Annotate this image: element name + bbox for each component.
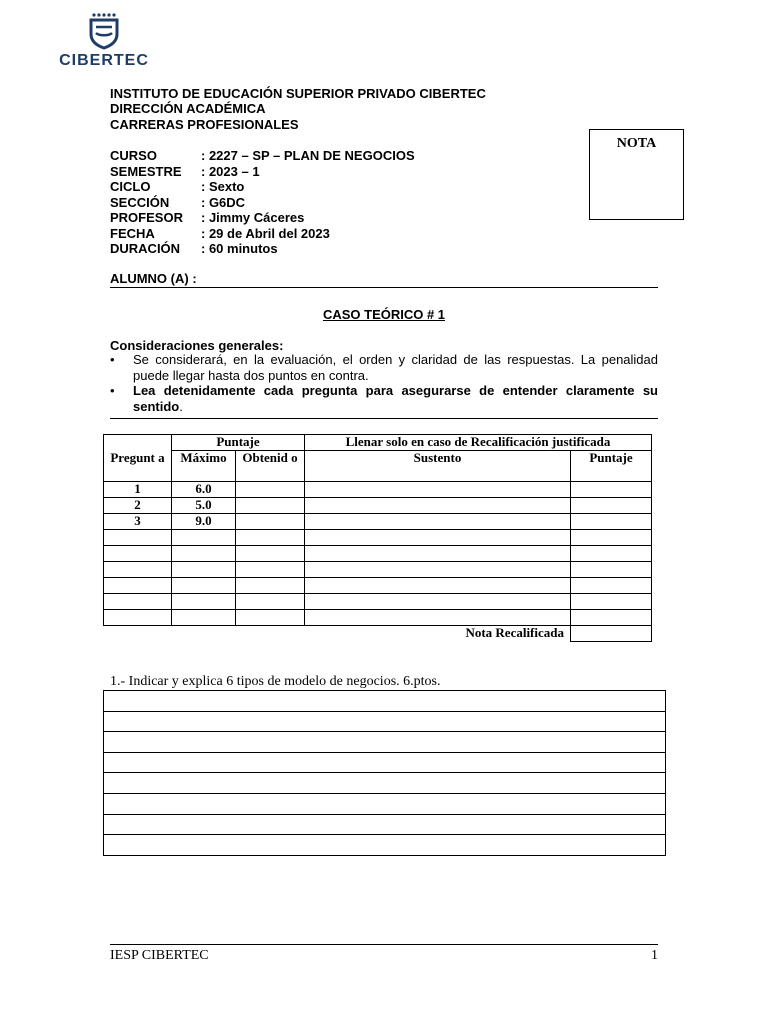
table-row xyxy=(104,594,652,610)
answer-line[interactable] xyxy=(104,835,666,856)
info-value: : 29 de Abril del 2023 xyxy=(201,225,330,241)
info-row-semestre xyxy=(110,164,415,180)
cell-maximo xyxy=(172,610,236,626)
col-puntaje: Puntaje xyxy=(172,435,305,451)
info-row-fecha xyxy=(110,226,415,242)
col-llenar: Llenar solo en caso de Recalificación justificada xyxy=(305,435,652,451)
col-sustento: Sustento xyxy=(305,451,571,482)
considerations-title: Consideraciones generales: xyxy=(110,338,284,353)
answer-line[interactable] xyxy=(104,752,666,773)
grade-table xyxy=(103,434,652,642)
cell-maximo xyxy=(172,546,236,562)
cell-obtenido[interactable] xyxy=(236,562,305,578)
info-value: : Sexto xyxy=(201,179,245,194)
nota-recalificada-cell[interactable] xyxy=(571,626,652,642)
cell-maximo: 6.0 xyxy=(172,482,236,498)
cell-obtenido[interactable] xyxy=(236,530,305,546)
institution-name: INSTITUTO DE EDUCACIÓN SUPERIOR PRIVADO CIBERTEC xyxy=(110,86,486,101)
cell-obtenido[interactable] xyxy=(236,514,305,530)
table-row xyxy=(104,498,652,514)
consideration-item xyxy=(110,383,658,414)
cell-pregunta xyxy=(104,530,172,546)
answer-line[interactable] xyxy=(104,691,666,712)
answer-line[interactable] xyxy=(104,814,666,835)
consideration-item xyxy=(110,352,658,383)
academic-direction: DIRECCIÓN ACADÉMICA xyxy=(110,101,266,116)
consideration-text-end: . xyxy=(179,398,183,414)
info-value: : G6DC xyxy=(201,194,246,210)
considerations-list xyxy=(110,352,658,414)
info-value: : Jimmy Cáceres xyxy=(201,210,305,225)
table-row xyxy=(104,562,652,578)
cell-sustento[interactable] xyxy=(305,482,571,498)
cell-sustento[interactable] xyxy=(305,594,571,610)
info-key: DURACIÓN xyxy=(110,241,181,256)
cell-obtenido[interactable] xyxy=(236,546,305,562)
cell-puntaje[interactable] xyxy=(571,610,652,626)
footer-institution: IESP CIBERTEC xyxy=(110,948,209,963)
answer-line[interactable] xyxy=(104,793,666,814)
info-key: SECCIÓN xyxy=(110,194,170,210)
bullet-icon: • xyxy=(110,383,115,398)
cell-puntaje[interactable] xyxy=(571,594,652,610)
cell-pregunta: 2 xyxy=(104,498,172,514)
answer-line[interactable] xyxy=(104,732,666,753)
cell-maximo xyxy=(172,578,236,594)
cell-maximo xyxy=(172,530,236,546)
cell-pregunta: 3 xyxy=(104,514,172,530)
logo-text: CIBERTEC xyxy=(59,52,149,69)
cell-pregunta xyxy=(104,610,172,626)
info-value: : 2227 – SP – PLAN DE NEGOCIOS xyxy=(201,148,415,163)
cell-pregunta xyxy=(104,562,172,578)
cell-sustento[interactable] xyxy=(305,578,571,594)
considerations-rule xyxy=(110,418,658,419)
cell-obtenido[interactable] xyxy=(236,594,305,610)
alumno-label: ALUMNO (A) : xyxy=(110,271,197,286)
info-key: CICLO xyxy=(110,179,151,194)
table-row xyxy=(104,482,652,498)
cell-maximo: 9.0 xyxy=(172,514,236,530)
cell-sustento[interactable] xyxy=(305,610,571,626)
cell-sustento[interactable] xyxy=(305,562,571,578)
cell-pregunta xyxy=(104,546,172,562)
info-row-profesor xyxy=(110,210,415,226)
table-row xyxy=(104,546,652,562)
cell-sustento[interactable] xyxy=(305,530,571,546)
cell-sustento[interactable] xyxy=(305,498,571,514)
bullet-icon: • xyxy=(110,352,115,367)
answer-line[interactable] xyxy=(104,773,666,794)
info-row-curso xyxy=(110,148,415,164)
cell-sustento[interactable] xyxy=(305,514,571,530)
professional-careers: CARRERAS PROFESIONALES xyxy=(110,117,299,132)
cell-pregunta: 1 xyxy=(104,482,172,498)
col-pregunta: Pregunt a xyxy=(104,435,172,482)
cell-obtenido[interactable] xyxy=(236,498,305,514)
table-row xyxy=(104,514,652,530)
cell-obtenido[interactable] xyxy=(236,578,305,594)
alumno-line[interactable] xyxy=(110,287,658,288)
table-row xyxy=(104,578,652,594)
info-value: : 60 minutos xyxy=(201,241,278,256)
cell-pregunta xyxy=(104,578,172,594)
table-row xyxy=(104,530,652,546)
info-key: FECHA xyxy=(110,225,155,241)
col-obtenido: Obtenid o xyxy=(236,451,305,482)
nota-label: NOTA xyxy=(616,136,657,151)
cell-maximo xyxy=(172,562,236,578)
info-key: CURSO xyxy=(110,148,157,163)
cell-puntaje[interactable] xyxy=(571,498,652,514)
cell-obtenido[interactable] xyxy=(236,482,305,498)
cell-sustento[interactable] xyxy=(305,546,571,562)
cell-puntaje[interactable] xyxy=(571,530,652,546)
cell-obtenido[interactable] xyxy=(236,610,305,626)
cibertec-logo xyxy=(58,12,150,72)
course-info xyxy=(110,148,415,257)
info-row-seccion xyxy=(110,195,415,211)
footer-rule xyxy=(110,944,658,945)
nota-box[interactable] xyxy=(589,129,684,220)
cell-puntaje[interactable] xyxy=(571,578,652,594)
cell-puntaje[interactable] xyxy=(571,482,652,498)
col-puntaje-recal: Puntaje xyxy=(571,451,652,482)
cell-puntaje[interactable] xyxy=(571,546,652,562)
question-1: 1.- Indicar y explica 6 tipos de modelo de negocios. 6.ptos. xyxy=(110,674,441,689)
caso-title: CASO TEÓRICO # 1 xyxy=(322,307,446,322)
consideration-text-bold: Lea detenidamente cada pregunta para asegurarse de entender claramente su sentido xyxy=(133,383,658,414)
table-row xyxy=(104,610,652,626)
col-maximo: Máximo xyxy=(172,451,236,482)
nota-recalificada-label: Nota Recalificada xyxy=(465,625,564,640)
info-value: : 2023 – 1 xyxy=(201,163,260,179)
cell-maximo xyxy=(172,594,236,610)
info-row-duracion xyxy=(110,241,415,257)
cell-puntaje[interactable] xyxy=(571,514,652,530)
cell-puntaje[interactable] xyxy=(571,562,652,578)
cell-pregunta xyxy=(104,594,172,610)
cell-maximo: 5.0 xyxy=(172,498,236,514)
shield-icon xyxy=(85,12,123,50)
answer-line[interactable] xyxy=(104,711,666,732)
page-number: 1 xyxy=(651,948,658,963)
consideration-text: Se considerará, en la evaluación, el orden y claridad de las respuestas. La penalidad puede llegar hasta dos puntos en contra. xyxy=(133,352,658,383)
info-key: PROFESOR xyxy=(110,210,183,225)
info-row-ciclo xyxy=(110,179,415,195)
answer-box xyxy=(103,690,666,856)
info-key: SEMESTRE xyxy=(110,163,182,179)
